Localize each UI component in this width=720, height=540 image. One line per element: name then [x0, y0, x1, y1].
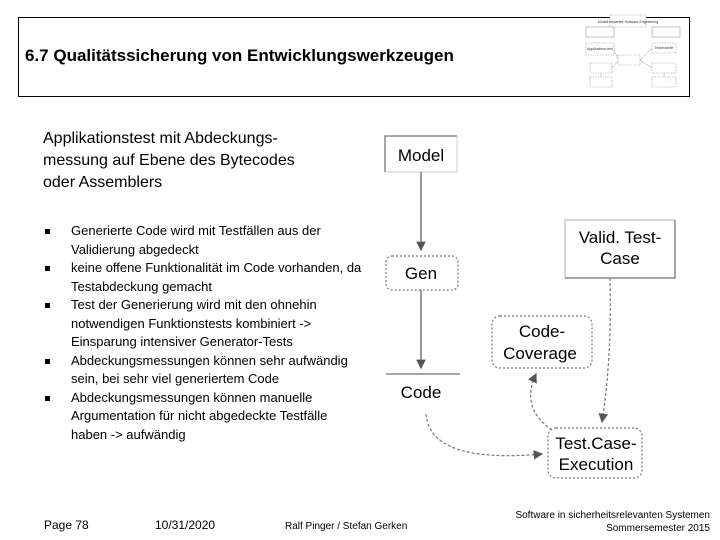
- heading-line-3: oder Assemblers: [43, 174, 163, 191]
- footer-page-number: Page 78: [44, 518, 89, 532]
- bullet-item: keine offene Funktionalität im Code vorhanden, da Testabdeckung gemacht: [43, 259, 363, 296]
- gen-label: Gen: [404, 264, 438, 283]
- model-label: Model: [397, 146, 445, 165]
- arrow-valid-execution: [602, 278, 610, 422]
- thumb-label-testmodels: Testmodelle: [654, 46, 674, 50]
- bullet-list: [43, 222, 363, 444]
- footer-course-title: Software in sicherheitsrelevanten Systemen: [515, 510, 710, 521]
- execution-label-2: Execution: [558, 455, 634, 474]
- heading-line-1: Applikationstest mit Abdeckungs-: [43, 130, 278, 147]
- process-diagram: [380, 128, 700, 498]
- bullet-item: Test der Generierung wird mit den ohnehin notwendigen Funktionstests kombiniert -> Einsparung intensiver Generator-Tests: [43, 296, 363, 352]
- footer-course-info: [515, 509, 710, 535]
- bullet-item: Abdeckungsmessungen können manuelle Argumentation für nicht abgedeckte Testfälle haben -> aufwändig: [43, 389, 363, 445]
- execution-label-1: Test.Case-: [555, 434, 637, 453]
- footer-authors: Ralf Pinger / Stefan Gerken: [285, 521, 408, 532]
- overview-thumbnail: [570, 3, 685, 91]
- valid-testcase-label-1: Valid. Test-: [578, 228, 662, 247]
- section-heading: [43, 128, 363, 194]
- thumb-label-mbse: Modell-basiertes Software-Engineering: [597, 20, 659, 24]
- heading-line-2: messung auf Ebene des Bytecodes: [43, 152, 295, 169]
- slide-title: 6.7 Qualitätssicherung von Entwicklungswerkzeugen: [25, 46, 454, 65]
- footer-semester: Sommersemester 2015: [606, 523, 710, 534]
- bullet-item: Generierte Code wird mit Testfällen aus der Validierung abgedeckt: [43, 222, 363, 259]
- code-label: Code: [400, 383, 442, 402]
- coverage-label-1: Code-: [518, 322, 566, 341]
- thumb-label-apptest: Applikations-test: [587, 47, 613, 51]
- arrow-execution-coverage: [531, 374, 552, 430]
- arrow-code-execution: [426, 414, 542, 456]
- coverage-label-2: Coverage: [503, 344, 577, 363]
- bullet-item: Abdeckungsmessungen können sehr aufwändig sein, bei sehr viel generiertem Code: [43, 352, 363, 389]
- valid-testcase-label-2: Case: [600, 249, 640, 268]
- footer-date: 10/31/2020: [155, 518, 216, 532]
